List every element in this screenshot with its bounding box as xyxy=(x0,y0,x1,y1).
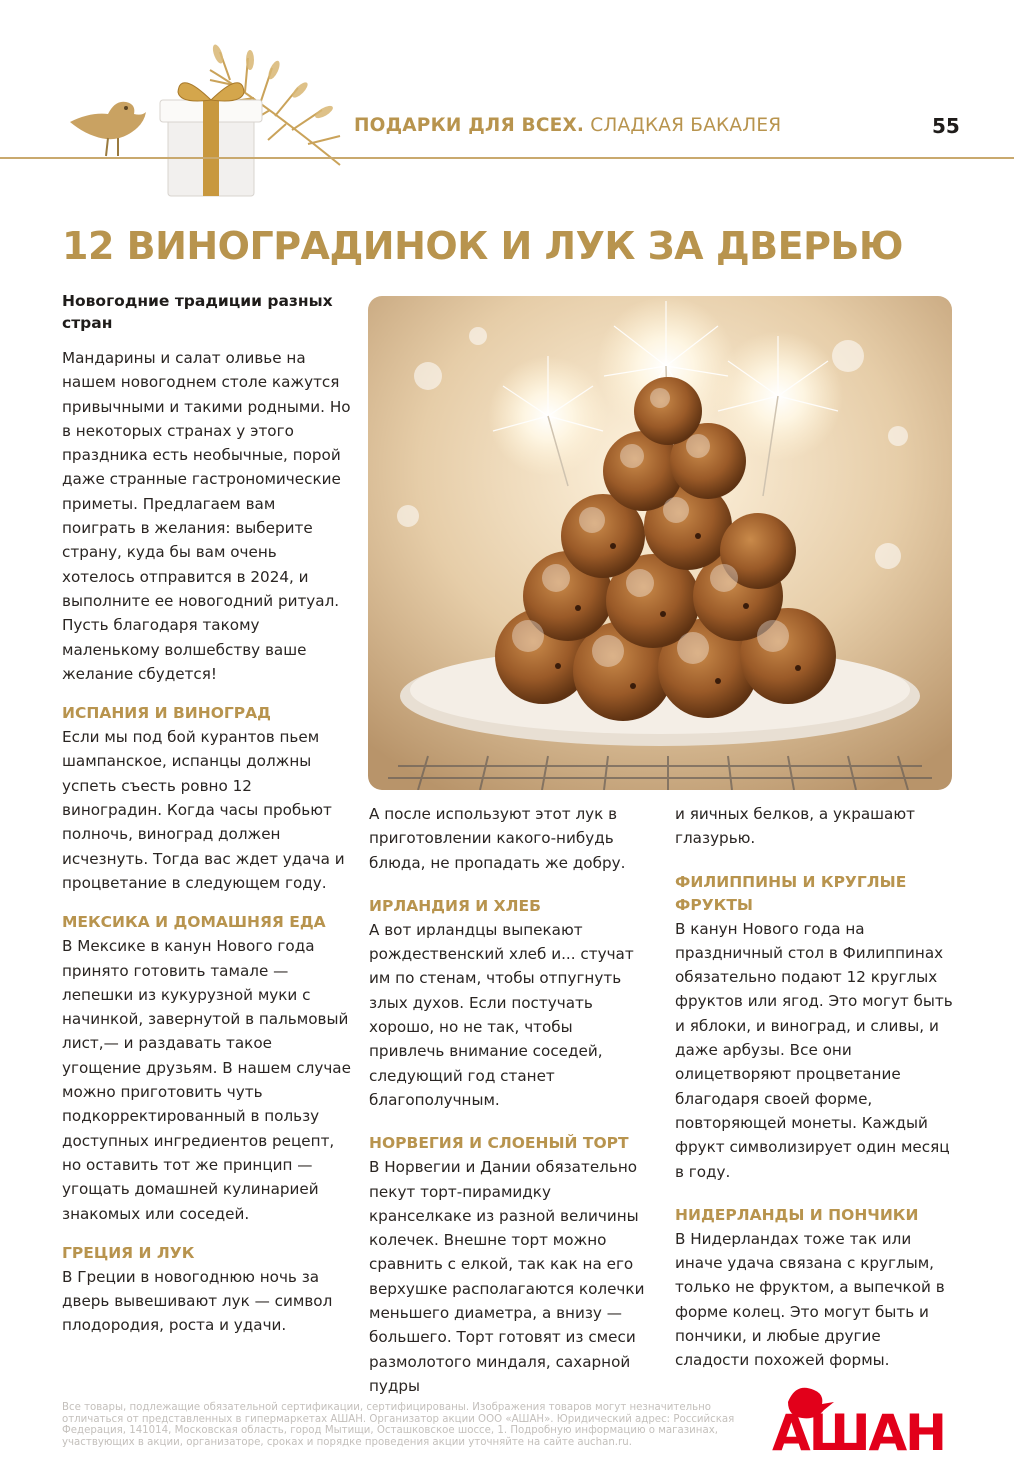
section-title xyxy=(354,115,781,136)
oliebollen-photo xyxy=(368,296,952,790)
ireland-heading: ИРЛАНДИЯ И ХЛЕБ xyxy=(369,896,541,915)
legal-disclaimer: Все товары, подлежащие обязательной сертификации, сертифицированы. Изображения товаров могут незначительно отличаться от представленных в гипермаркетах АШАН. Организатор акции ООО «АШАН». Юридический адрес: Российская Федерация, 141014, Московская область, город Мытищи, Осташковское шоссе, 1. Подробную информацию о магазинах, участвующих в акции, организаторе, сроках и порядке проведения акции уточняйте на сайте auchan.ru. xyxy=(62,1402,735,1448)
article-title: 12 ВИНОГРАДИНОК И ЛУК ЗА ДВЕРЬЮ xyxy=(62,224,904,268)
intro-heading: Новогодние традиции разных стран xyxy=(62,292,333,332)
gift-box-icon xyxy=(160,83,262,196)
section-title-regular: СЛАДКАЯ БАКАЛЕЯ xyxy=(584,115,782,136)
greece-heading: ГРЕЦИЯ И ЛУК xyxy=(62,1243,195,1262)
netherlands-text: В Нидерландах тоже так или иначе удача связана с круглым, только не фруктом, а выпечкой в форме колец. Это могут быть и пончики, и любые другие сладости похожей формы. xyxy=(675,1229,945,1370)
column-1 xyxy=(62,290,352,1338)
page-number: 55 xyxy=(932,114,960,138)
spain-text: Если мы под бой курантов пьем шампанское, испанцы должны успеть съесть ровно 12 виноградин. Когда часы пробьют полночь, виноград должен исчезнуть. Тогда вас ждет удача и процветание в следующем году. xyxy=(62,728,345,892)
section-title-bold: ПОДАРКИ ДЛЯ ВСЕХ. xyxy=(354,115,585,136)
greece-text: В Греции в новогоднюю ночь за дверь вывешивают лук — символ плодородия, роста и удачи. xyxy=(62,1267,333,1335)
greece-text-continued: А после используют этот лук в приготовлении какого-нибудь блюда, не пропадать же добру. xyxy=(369,805,626,872)
intro-text: Мандарины и салат оливье на нашем новогоднем столе кажутся привычными и такими родными. Но в некоторых странах у этого праздника есть необычные, порой даже странные гастрономические приметы. Предлагаем вам поиграть в желания: выберите страну, куда бы вам очень хотелось отправится в 2024, и выполните ее новогодний ритуал. Пусть благодаря такому маленькому волшебству ваше желание сбудется! xyxy=(62,349,351,683)
philippines-text: В канун Нового года на праздничный стол в Филиппинах обязательно подают 12 круглых фруктов или ягод. Это могут быть и яблоки, и виноград, и сливы, и даже арбузы. Все они олицетворяют процветание благодаря своей форме, повторяющей монеты. Каждый фрукт символизирует один месяц в году. xyxy=(675,919,953,1181)
auchan-logo xyxy=(766,1380,966,1456)
norway-text-continued: и яичных белков, а украшают глазурью. xyxy=(675,805,915,848)
header-divider xyxy=(0,157,1014,159)
mexico-text: В Мексике в канун Нового года принято готовить тамале — лепешки из кукурузной муки с начинкой, завернутой в пальмовый лист,— и раздавать такое угощение друзьям. В нашем случае можно приготовить чуть подкорректированный в пользу доступных ингредиентов рецепт, но оставить тот же принцип — угощать домашней кулинарией знакомых или соседей. xyxy=(62,937,351,1223)
ireland-text: А вот ирландцы выпекают рождественский хлеб и... стучат им по стенам, чтобы отпугнуть злых духов. Если постучать хорошо, но не так, чтобы привлечь внимание соседей, следующий год станет благополучным. xyxy=(369,920,634,1109)
norway-heading: НОРВЕГИЯ И СЛОЕНЫЙ ТОРТ xyxy=(369,1134,629,1153)
philippines-heading: ФИЛИППИНЫ И КРУГЛЫЕ ФРУКТЫ xyxy=(675,872,907,914)
spain-heading: ИСПАНИЯ И ВИНОГРАД xyxy=(62,704,271,723)
norway-text: В Норвегии и Дании обязательно пекут торт-пирамидку кранселкаке из разной величины колечек. Внешне торт можно сравнить с елкой, так как на его верхушке располагаются колечки меньшего диаметра, а внизу — большего. Торт готовят из смеси размолотого миндаля, сахарной пудры xyxy=(369,1158,645,1395)
mexico-heading: МЕКСИКА И ДОМАШНЯЯ ЕДА xyxy=(62,913,326,932)
gift-bird-branch-illustration xyxy=(60,40,360,200)
bird-icon xyxy=(70,102,146,156)
auchan-logo-text: АШАН xyxy=(772,1404,946,1456)
column-3 xyxy=(675,800,957,1373)
column-2 xyxy=(369,800,652,1398)
netherlands-heading: НИДЕРЛАНДЫ И ПОНЧИКИ xyxy=(675,1205,919,1224)
